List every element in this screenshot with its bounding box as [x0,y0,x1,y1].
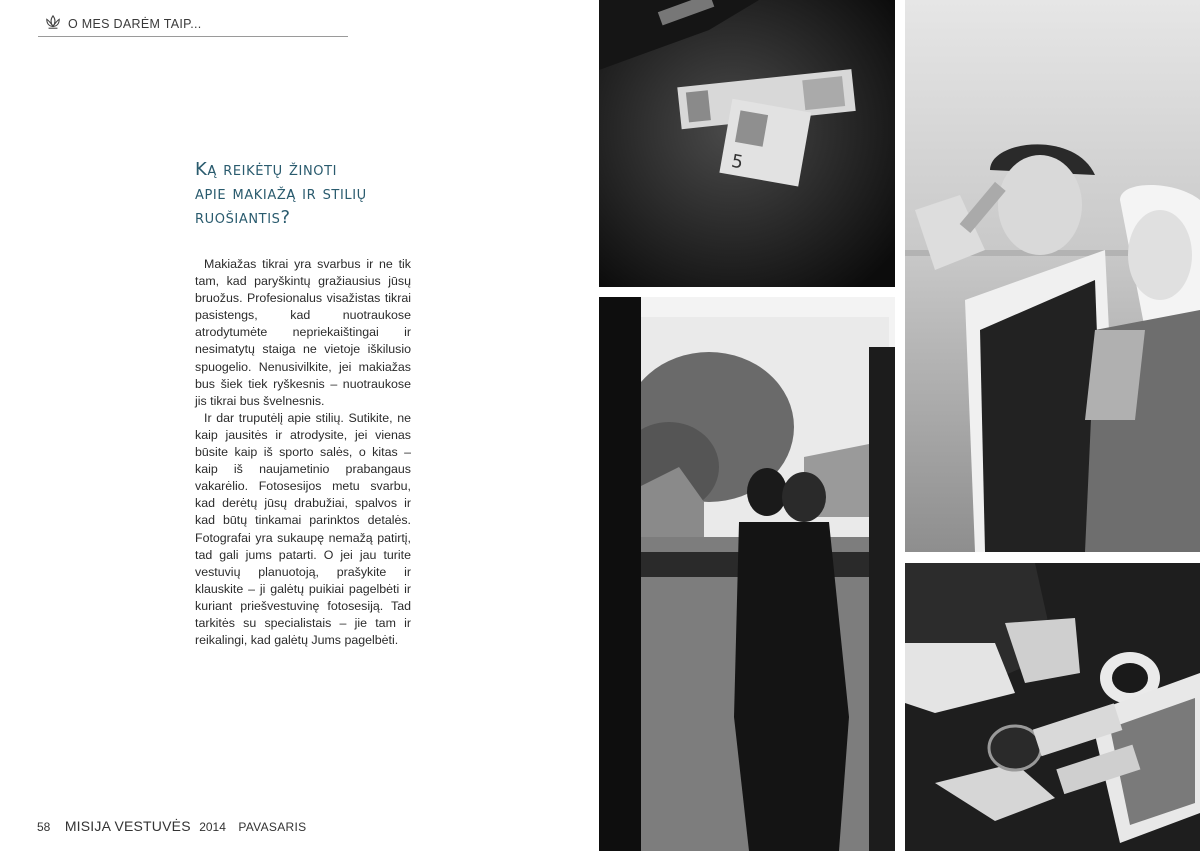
section-header [38,10,348,37]
photo-coffee-cards-table [905,563,1200,851]
lotus-icon [44,14,62,30]
page-footer [37,818,306,836]
magazine-title: MISIJA VESTUVĖS [64,818,191,834]
article-headline [195,158,445,230]
headline-line: ruošiantis? [195,207,291,228]
article-paragraph: Ir dar truputėlį apie stilių. Sutikite, ne kaip jausitės ir atrodysite, jei vienas būsite kaip iš sporto salės, o kitas – kaip iš naujametinio prabangaus vakarėlio. Fotosesijos metu svarbu, kad derėtų jūsų drabužiai, spalvos ir kad būtų tinkamai parinktos detalės. Fotografai yra sukaupę nemažą patirtį, tad gali jums patarti. O jei jau turite vestuvių planuotoją, prašykite ir klauskite – ji galėtų puikiai pagelbėti ir kuriant priešvestuvinę fotosesiją. Tad tarkitės su specialistais – jie tam ir reikalingi, kad galėtų Jums pagelbėti. [195,410,411,648]
photo-couple-kissing-doorway [599,297,895,851]
issue-season: PAVASARIS [238,820,307,834]
headline-line: apie makiažą ir stilių [195,183,367,204]
section-title: O MES DARĖM TAIP... [68,17,202,31]
article-paragraph: Makiažas tikrai yra svarbus ir ne tik tam, kad paryškintų gražiausius jūsų bruožus. Profesionalus visažistas tikrai pasistengs, kad nuotraukose atrodytumėte nepriekaištingai ir nesimatytų staiga ne vietoje iškilusio spuogelio. Nenusivilkite, jei makiažas bus šiek tiek ryškesnis – nuotraukose jis tikrai bus švelnesnis. [195,257,411,408]
article-body [195,256,411,649]
issue-year: 2014 [199,820,226,834]
page-number: 58 [37,820,51,834]
headline-line: Ką reikėtų žinoti [195,159,338,180]
svg-text:5: 5 [729,150,745,174]
photo-money-on-table [599,0,895,287]
photo-couple-gun-pose [905,0,1200,552]
